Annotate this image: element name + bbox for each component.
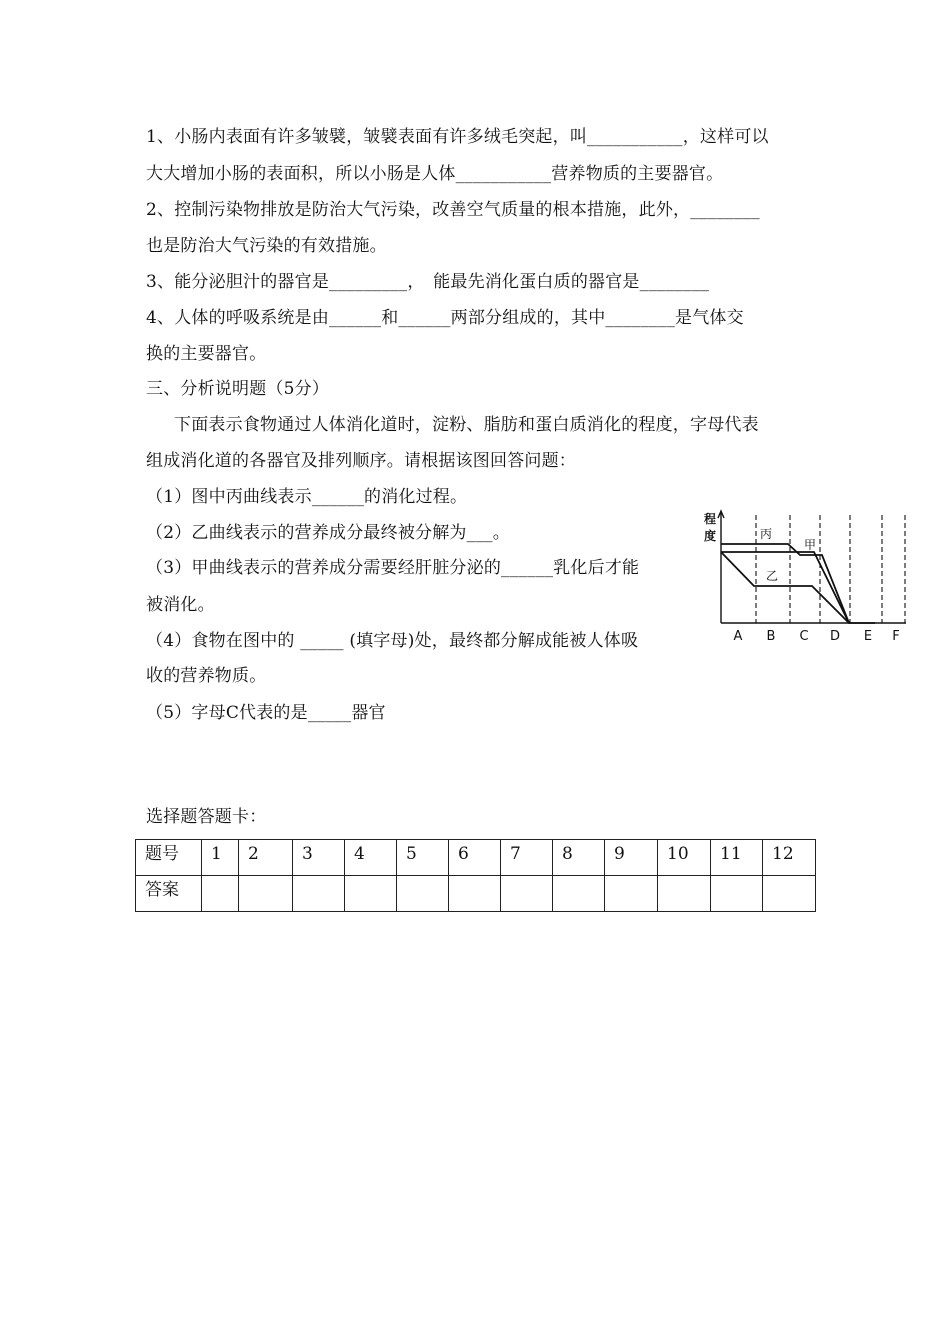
x-axis-label: C <box>799 629 809 644</box>
answer-row <box>136 876 816 912</box>
question-number-cell: 10 <box>658 840 711 876</box>
answer-cell[interactable] <box>763 876 816 912</box>
answer-cell[interactable] <box>658 876 711 912</box>
x-axis-label: D <box>829 629 841 644</box>
sub-question-4-line-2: 收的营养物质。 <box>146 666 267 686</box>
sub-question-5: （5）字母C代表的是_____器官 <box>146 703 386 723</box>
question-1-line-1: 1、小肠内表面有许多皱襞，皱襞表面有许多绒毛突起，叫___________，这样可以 <box>146 127 769 147</box>
question-2-line-1: 2、控制污染物排放是防治大气污染，改善空气质量的根本措施，此外，________ <box>146 200 760 220</box>
x-axis-label: A <box>733 629 743 644</box>
y-axis-label-1: 程 <box>704 512 717 526</box>
question-4-line-1: 4、人体的呼吸系统是由______和______两部分组成的，其中________是气体交 <box>146 308 744 328</box>
answer-card-title: 选择题答题卡： <box>146 807 267 827</box>
row-header-number: 题号 <box>136 840 202 876</box>
section-heading: 三、分析说明题（5分） <box>146 379 330 399</box>
answer-card-table <box>135 839 816 912</box>
question-number-cell: 2 <box>239 840 293 876</box>
question-number-cell: 4 <box>345 840 397 876</box>
sub-question-3-line-2: 被消化。 <box>146 595 215 615</box>
question-number-cell: 5 <box>397 840 449 876</box>
sub-question-4-line-1: （4）食物在图中的 _____ (填字母)处，最终都分解成能被人体吸 <box>146 631 639 651</box>
x-axis-label: F <box>892 629 900 644</box>
question-number-cell: 9 <box>605 840 658 876</box>
curve-jia <box>721 552 849 623</box>
question-3: 3、能分泌胆汁的器官是_________， 能最先消化蛋白质的器官是________ <box>146 272 710 292</box>
question-number-cell: 3 <box>293 840 345 876</box>
question-2-line-2: 也是防治大气污染的有效措施。 <box>146 236 387 256</box>
curve-yi <box>721 552 849 623</box>
answer-cell[interactable] <box>605 876 658 912</box>
question-number-cell: 8 <box>553 840 605 876</box>
question-1-line-2: 大大增加小肠的表面积，所以小肠是人体___________营养物质的主要器官。 <box>146 164 724 184</box>
answer-cell[interactable] <box>239 876 293 912</box>
answer-cell[interactable] <box>202 876 239 912</box>
question-number-cell: 7 <box>501 840 553 876</box>
sub-question-3-line-1: （3）甲曲线表示的营养成分需要经肝脏分泌的______乳化后才能 <box>146 558 640 578</box>
analysis-intro-line-2: 组成消化道的各器官及排列顺序。请根据该图回答问题： <box>146 451 576 471</box>
answer-cell[interactable] <box>345 876 397 912</box>
question-number-cell: 12 <box>763 840 816 876</box>
question-number-cell: 11 <box>711 840 763 876</box>
y-axis-label-2: 度 <box>704 529 717 543</box>
answer-cell[interactable] <box>711 876 763 912</box>
curve-bing <box>721 544 875 623</box>
x-axis-label: E <box>863 629 873 644</box>
answer-cell[interactable] <box>501 876 553 912</box>
x-axis-label: B <box>766 629 776 644</box>
number-row <box>136 840 816 876</box>
answer-cell[interactable] <box>449 876 501 912</box>
sub-question-1: （1）图中丙曲线表示______的消化过程。 <box>146 487 468 507</box>
curve-bing-label: 丙 <box>760 527 773 541</box>
digestion-diagram <box>700 507 910 647</box>
curve-jia-label: 甲 <box>804 538 817 552</box>
row-header-answer: 答案 <box>136 876 202 912</box>
analysis-intro-line-1: 下面表示食物通过人体消化道时，淀粉、脂肪和蛋白质消化的程度，字母代表 <box>174 415 759 435</box>
question-number-cell: 6 <box>449 840 501 876</box>
sub-question-2: （2）乙曲线表示的营养成分最终被分解为___。 <box>146 523 510 543</box>
answer-cell[interactable] <box>397 876 449 912</box>
answer-cell[interactable] <box>553 876 605 912</box>
answer-cell[interactable] <box>293 876 345 912</box>
question-4-line-2: 换的主要器官。 <box>146 344 267 364</box>
question-number-cell: 1 <box>202 840 239 876</box>
curve-yi-label: 乙 <box>766 569 779 583</box>
